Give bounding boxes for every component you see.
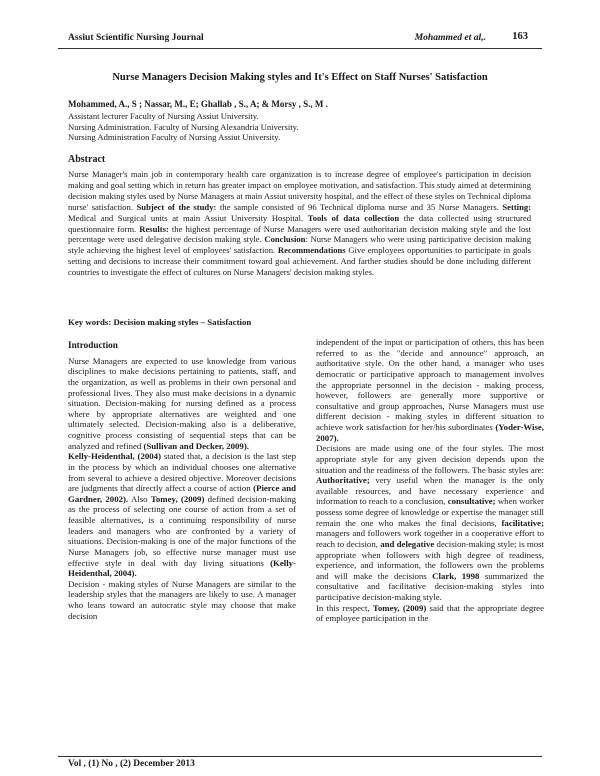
article-title: Nurse Managers Decision Making styles and It's Effect on Staff Nurses' Satisfaction (112, 72, 488, 83)
right-column (316, 337, 544, 624)
intro-paragraph-6: In this respect, Tomey, (2009) said that the appropriate degree of employee participation in the (316, 602, 544, 624)
left-column (68, 340, 296, 621)
header-rule (58, 48, 542, 49)
author-list: Mohammed, A., S ; Nassar, M., E; Ghallab , S., A; & Morsy , S., M . (68, 99, 328, 109)
keywords: Key words: Decision making styles – Satisfaction (68, 317, 252, 327)
introduction-heading: Introduction (68, 340, 118, 350)
abstract-body: Nurse Manager's main job in contemporary health care organization is to increase degree of employee's participation in decision making and goal setting which in return has greater impact on employee motivation, and satisfaction. This study aimed at determining decision making styles used by Nurse Managers at main Assiut university hospital, and the effect of these styles on Technical diploma nurse' satisfaction. Subject of the study: the sample consisted of 96 Technical diploma nurse and 35 Nurse Managers. Setting: Medical and Surgical units at main Assiut University Hospital. Tools of data collection the data collected using structured questionnaire form. Results: the highest percentage of Nurse Managers were used authoritarian decision making style and the lost percentage were used delegative decision making style. Conclusion: Nurse Managers who were using participative decision making style achieving the highest level of employees' satisfaction. Recommendations Give employees opportunities to participate in goals setting and decisions to increase their commitment toward goal achievement. And farther studies should be done including different countries to investigate the effect of cultures on Nurse Managers' decision making styles. (68, 169, 532, 278)
footer-volume: Vol , (1) No , (2) December 2013 (68, 759, 195, 769)
intro-paragraph-4: independent of the input or participation of others, this has been referred to as the "decide and announce" approach, an authoritative style. On the other hand, a manager who uses democratic or participative approach to management involves the appropriate personnel in the decision - making process, however, followers are generally more supportive or consultative and group approaches, Nurse Managers must use different decision - making styles in different situation to achieve work satisfaction for her/his subordinates (Yoder-Wise, 2007). (316, 337, 544, 443)
intro-paragraph-1: Nurse Managers are expected to use knowledge from various disciplines to make decisions pertaining to patients, staff, and the organization, as well as problems in their own personal and professional lives. They also must make decisions in a dynamic situation. Decision-making for nursing defined as a process where by appropriate alternatives are weighted and one ultimately selected. Decision-making also is a deliberative, cognitive process consisting of sequential steps that can be analyzed and refined (Sullivan and Decker, 2009). (68, 355, 296, 451)
footer-rule (58, 756, 542, 757)
running-authors: Mohammed et al,. (414, 32, 486, 43)
abstract-heading: Abstract (68, 154, 106, 165)
intro-paragraph-3: Decision - making styles of Nurse Managers are similar to the leadership styles that the managers are likely to use. A manager who leans toward an autocratic style may choose that make decision (68, 578, 296, 621)
affiliation-1: Assistant lecturer Faculty of Nursing Assiut University. (68, 111, 259, 121)
affiliation-2: Nursing Administration. Faculty of Nursing Alexandria University. (68, 121, 299, 132)
affiliation-3: Nursing Administration Faculty of Nursing Assiut University. (68, 132, 281, 142)
journal-name: Assiut Scientific Nursing Journal (68, 32, 204, 43)
intro-paragraph-5: Decisions are made using one of the four styles. The most appropriate style for any given decision depends upon the situation and the readiness of the followers. The basic styles are: Authoritative; very useful when the manager is the only available resources, and have necessary experience and information to reach to a conclusion, consultative; when worker possess some degree of knowledge or expertise the manager still remain the one who makes the final decisions, facilitative; managers and followers work together in a cooperative effort to reach to decision, and delegative decision-making style; is most appropriate when followers with high degree of readiness, experience, and information, the followers own the problems and will make the decisions Clark, 1998 summarized the consultative and facilitative decision-making styles into participative decision-making style. (316, 443, 545, 602)
intro-paragraph-2: Kelly-Heidenthal, (2004) stated that, a decision is the last step in the process by which an individual chooses one alternative from several to achieve a desired objective. Moreover decisions are judgments that directly affect a course of action (Pierce and Gardner, 2002). Also Tomey, (2009) defined decision-making as the process of selecting one course of action from a set of feasible alternatives, is a continuing responsibility of nurse leaders and managers who are confronted by a variety of situations. Decision-making is one of the major functions of the Nurse Managers job, so effective nurse manager must use effective style in deal with day living situations (Kelly-Heidenthal, 2004). (68, 451, 296, 579)
running-header (58, 30, 542, 46)
page-number: 163 (512, 31, 528, 42)
